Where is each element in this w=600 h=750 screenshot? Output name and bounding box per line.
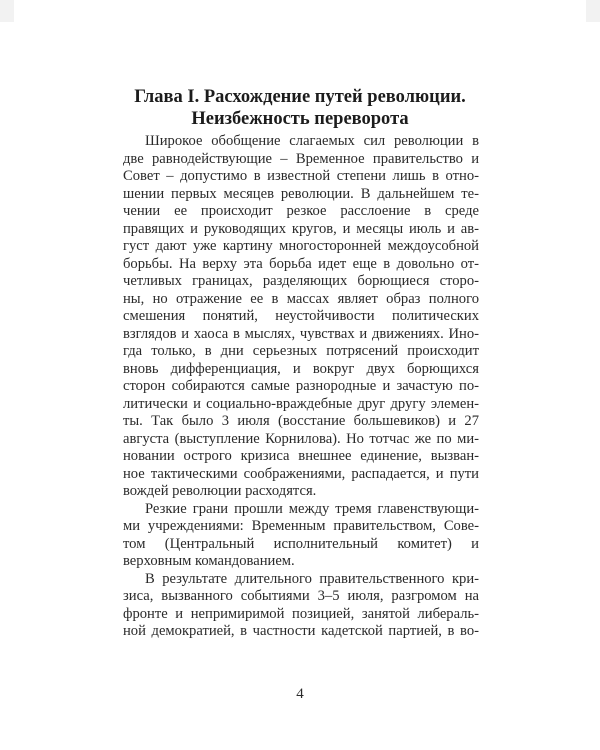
- text-line: Резкие грани прошли между тремя главенствующи-: [145, 500, 479, 517]
- text-line: чении ее происходит резкое расслоение в среде: [123, 203, 479, 219]
- body-text: [123, 133, 479, 641]
- text-line: зиса, вызванного событиями 3–5 июля, разгромом на: [123, 588, 479, 604]
- text-line: литически и социально-враждебные друг другу элемен-: [123, 395, 479, 412]
- text-line: ной демократией, в частности кадетской партией, в во-: [123, 623, 479, 639]
- text-line: шении первых месяцев революции. В дальнейшем те-: [123, 185, 479, 202]
- text-line: густ дают уже картину многосторонней междоусобной: [123, 238, 479, 254]
- text-line: августа (выступление Корнилова). Но тотчас же по ми-: [123, 430, 479, 447]
- text-line: фронте и непримиримой позицией, занятой либераль-: [123, 605, 479, 622]
- page-number: 4: [296, 686, 304, 702]
- text-line: правящих и руководящих кругов, и месяцы июль и ав-: [123, 220, 479, 237]
- paragraph: [123, 571, 479, 641]
- text-line: том (Центральный исполнительный комитет) и: [123, 535, 479, 552]
- paragraph: [123, 501, 479, 571]
- text-line: новании острого кризиса внешнее единение, вызван-: [123, 448, 479, 464]
- chapter-title: [100, 86, 500, 130]
- text-line: ны, но отражение ее в массах являет образ полного: [123, 290, 479, 307]
- text-line: две равнодействующие – Временное правительство и: [123, 150, 479, 167]
- text-line: вновь дифференциация, и вокруг двух борющихся: [123, 360, 479, 377]
- text-line: Широкое обобщение слагаемых сил революции в: [145, 133, 479, 149]
- text-line: ты. Так было 3 июля (восстание большевиков) и 27: [123, 413, 479, 429]
- text-line: ми учреждениями: Временным правительством, Сове-: [123, 518, 479, 534]
- text-line: четливых границах, разделяющих борющиеся сторо-: [123, 273, 479, 289]
- text-line: сторон собираются самые разнородные и зачастую по-: [123, 378, 479, 394]
- chapter-title-line: Глава I. Расхождение путей революции.: [134, 87, 466, 107]
- text-line: вождей революции расходятся.: [123, 483, 317, 499]
- chapter-title-line: Неизбежность переворота: [191, 109, 409, 129]
- text-line: борьбы. На верху эта борьба идет еще в довольно от-: [123, 255, 479, 272]
- text-line: гда только, в дни серьезных потрясений происходит: [123, 343, 479, 359]
- page-edge-shadow-left: [0, 0, 14, 22]
- text-line: ное тактическими соображениями, распадается, и пути: [123, 465, 479, 482]
- text-line: верховным командованием.: [123, 553, 295, 569]
- text-line: В результате длительного правительственного кри-: [145, 570, 479, 587]
- paragraph: [123, 133, 479, 501]
- text-line: Совет – допустимо в известной степени лишь в отно-: [123, 168, 479, 184]
- text-line: смешения понятий, неустойчивости политических: [123, 308, 479, 324]
- text-line: взглядов и хаоса в мыслях, чувствах и движениях. Ино-: [123, 325, 479, 342]
- page-edge-shadow-right: [586, 0, 600, 22]
